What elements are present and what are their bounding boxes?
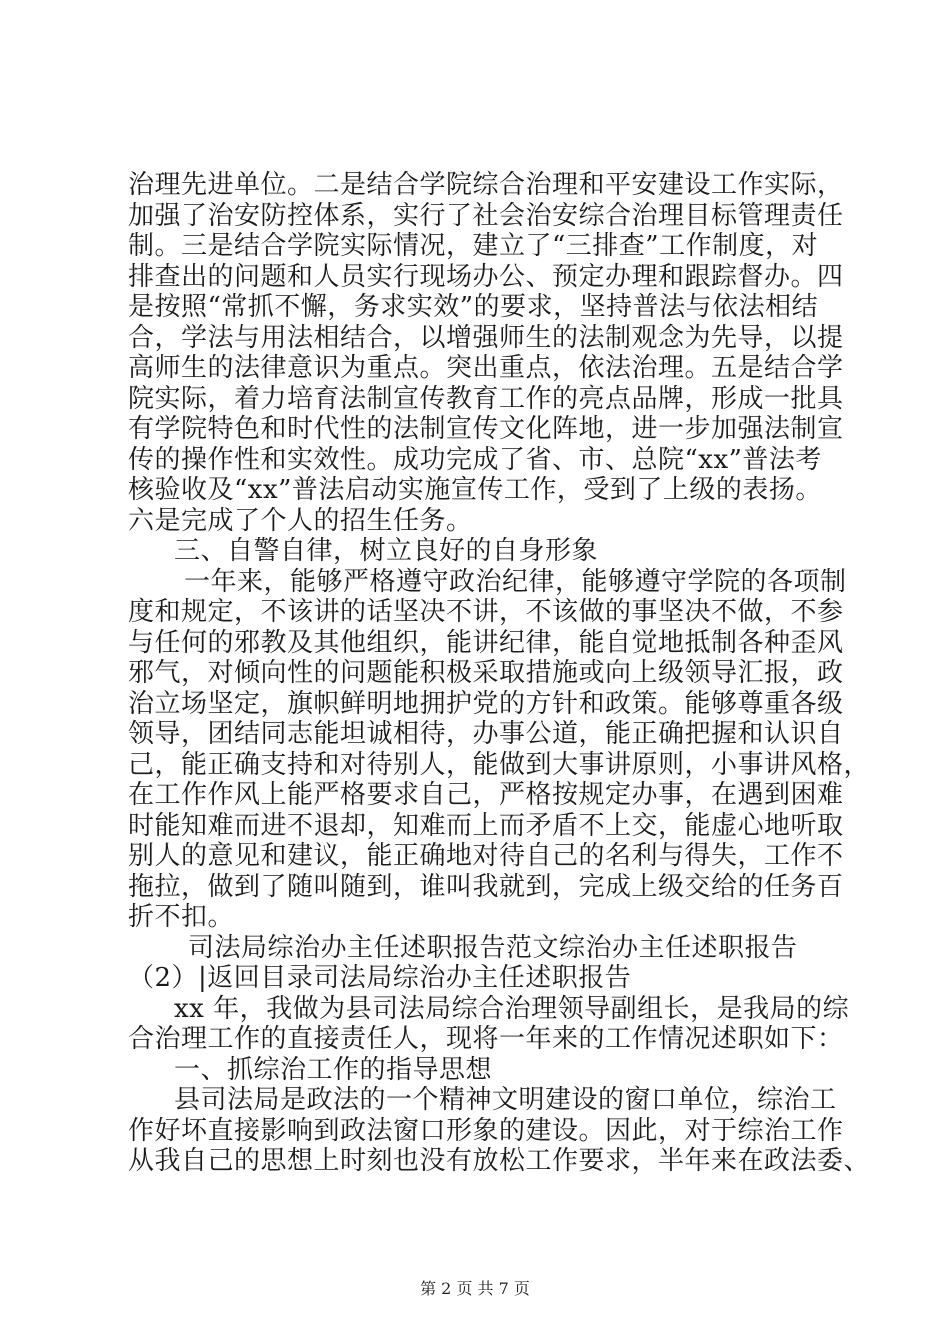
text-line: 治理先进单位。二是结合学院综合治理和平安建设工作实际， [128, 170, 844, 200]
paragraph-start: 一年来，能够严格遵守政治纪律，能够遵守学院的各项制 [184, 566, 847, 597]
section-heading: 一、抓综治工作的指导思想 [174, 1054, 493, 1085]
text-line: 度和规定，不该讲的话坚决不讲，不该做的事坚决不做，不参 [128, 597, 844, 627]
text-line: 邪气，对倾向性的问题能积极采取措施或向上级领导汇报，政 [128, 658, 844, 688]
text-line: 作好坏直接影响到政法窗口形象的建设。因此，对于综治工作 [128, 1115, 844, 1146]
report-title-line: 司法局综治办主任述职报告范文综治办主任述职报告 [188, 932, 798, 963]
text-line: 核验收及“xx”普法启动实施宣传工作，受到了上级的表扬。 [128, 475, 822, 505]
text-line: 是按照“常抓不懈，务求实效”的要求，坚持普法与依法相结 [128, 292, 819, 322]
text-line: 时能知难而进不退却，知难而上而矛盾不上交，能虚心地听取 [128, 810, 844, 841]
text-line: 领导，团结同志能坦诚相待，办事公道，能正确把握和认识自 [128, 719, 844, 749]
text-line: 折不扣。 [128, 902, 235, 932]
text-line: 与任何的邪教及其他组织，能讲纪律，能自觉地抵制各种歪风 [128, 627, 844, 658]
text-line: 高师生的法律意识为重点。突出重点，依法治理。五是结合学 [128, 353, 844, 383]
text-line: 有学院特色和时代性的法制宣传文化阵地，进一步加强法制宣 [128, 414, 844, 444]
text-line: 己，能正确支持和对待别人，能做到大事讲原则，小事讲风格， [128, 749, 871, 780]
report-title-line: （2）|返回目录司法局综治办主任述职报告 [128, 963, 632, 993]
text-line: 从我自己的思想上时刻也没有放松工作要求，半年来在政法委、 [128, 1146, 871, 1176]
text-line: 院实际，着力培育法制宣传教育工作的亮点品牌，形成一批具 [128, 383, 844, 414]
text-line: 传的操作性和实效性。成功完成了省、市、总院“xx”普法考 [128, 444, 822, 475]
text-line: 制。三是结合学院实际情况，建立了“三排查”工作制度，对 [128, 231, 819, 261]
document-body [128, 170, 871, 1177]
text-line: 治立场坚定，旗帜鲜明地拥护党的方针和政策。能够尊重各级 [128, 688, 844, 719]
text-line: 合，学法与用法相结合，以增强师生的法制观念为先导，以提 [128, 322, 844, 353]
text-line: 在工作作风上能严格要求自己，严格按规定办事，在遇到困难 [128, 780, 844, 810]
text-line: 排查出的问题和人员实行现场办公、预定办理和跟踪督办。四 [128, 261, 844, 292]
text-line: 合治理工作的直接责任人，现将一年来的工作情况述职如下： [128, 1024, 844, 1054]
text-line: 拖拉，做到了随叫随到，谁叫我就到，完成上级交给的任务百 [128, 871, 844, 902]
text-line: 六是完成了个人的招生任务。 [128, 505, 473, 536]
text-line: 加强了治安防控体系，实行了社会治安综合治理目标管理责任 [128, 200, 844, 231]
paragraph-start: 县司法局是政法的一个精神文明建设的窗口单位，综治工 [174, 1085, 837, 1115]
page-number-footer: 第 2 页 共 7 页 [420, 1279, 530, 1298]
section-heading: 三、自警自律，树立良好的自身形象 [174, 536, 599, 566]
paragraph-start: xx 年，我做为县司法局综合治理领导副组长，是我局的综 [174, 993, 850, 1024]
text-line: 别人的意见和建议，能正确地对待自己的名利与得失，工作不 [128, 841, 844, 871]
